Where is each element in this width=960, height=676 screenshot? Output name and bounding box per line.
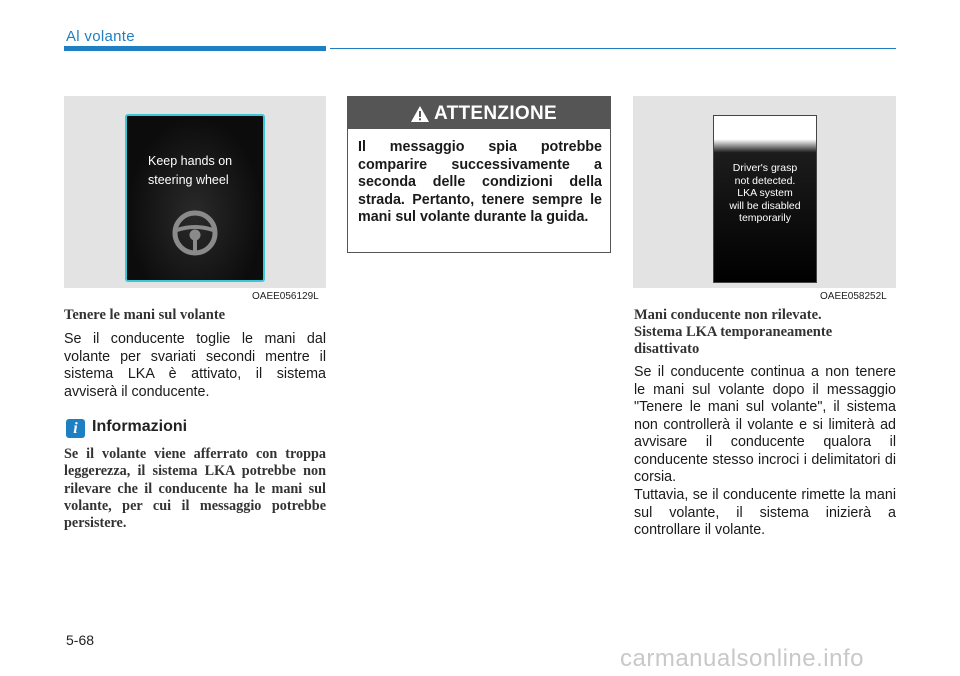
warning-header bbox=[348, 97, 610, 129]
subheading-line: Mani conducente non rilevate. bbox=[634, 307, 822, 323]
warning-title: ATTENZIONE bbox=[434, 103, 557, 124]
steering-wheel-icon bbox=[170, 208, 220, 258]
watermark: carmanualsonline.info bbox=[620, 645, 864, 672]
screen-line: LKA system bbox=[737, 187, 793, 199]
figure-keep-hands bbox=[64, 96, 326, 288]
paragraph: Tuttavia, se il conducente rimette la mani sul volante, il sistema inizierà a controllare il volante. bbox=[634, 487, 896, 538]
screen-message bbox=[148, 152, 232, 190]
subheading-line: disattivato bbox=[634, 341, 700, 357]
screen-line: Keep hands on bbox=[148, 154, 233, 168]
figure-code: OAEE056129L bbox=[252, 291, 319, 302]
page-number: 5-68 bbox=[66, 632, 95, 648]
figure-grasp-not-detected bbox=[633, 96, 896, 288]
info-title: Informazioni bbox=[92, 418, 188, 435]
subheading bbox=[634, 307, 896, 358]
info-icon: i bbox=[66, 419, 85, 438]
paragraph: Se il conducente toglie le mani dal volante per svariati secondi mentre il sistema LKA è attivato, il sistema avviserà il conducente. bbox=[64, 331, 326, 400]
screen-line: Driver's grasp bbox=[732, 162, 798, 174]
screen-line: will be disabled bbox=[729, 199, 801, 212]
cluster-screen bbox=[713, 115, 817, 283]
section-title: Al volante bbox=[66, 28, 135, 45]
warning-triangle-icon bbox=[411, 106, 429, 122]
warning-body: Il messaggio spia potrebbe comparire successivamente a seconda delle condizioni della strada. Pertanto, tenere sempre le mani sul volante durante la guida. bbox=[358, 139, 602, 225]
subheading: Tenere le mani sul volante bbox=[64, 307, 226, 323]
subheading-line: Sistema LKA temporaneamente bbox=[634, 324, 833, 340]
screen-line: temporarily bbox=[739, 212, 791, 224]
warning-box bbox=[347, 96, 611, 253]
header-rule-thick bbox=[64, 46, 326, 51]
screen-line: steering wheel bbox=[148, 173, 229, 187]
info-body: Se il volante viene afferrato con troppa leggerezza, il sistema LKA potrebbe non rilevare che il conducente ha le mani sul volante, per cui il messaggio potrebbe persistere. bbox=[64, 446, 326, 532]
paragraph: Se il conducente continua a non tenere le mani sul volante dopo il messaggio "Tenere le mani sul volante", il sistema non controllerà il volante e si limiterà ad avvisare il conducente qualora il conducente stesso incroci i delimitatori di corsia. bbox=[634, 364, 896, 485]
screen-message bbox=[714, 162, 816, 225]
cluster-screen bbox=[125, 114, 265, 282]
header-rule-thin bbox=[330, 48, 896, 49]
screen-line: not detected. bbox=[734, 174, 796, 187]
figure-code: OAEE058252L bbox=[820, 291, 887, 302]
